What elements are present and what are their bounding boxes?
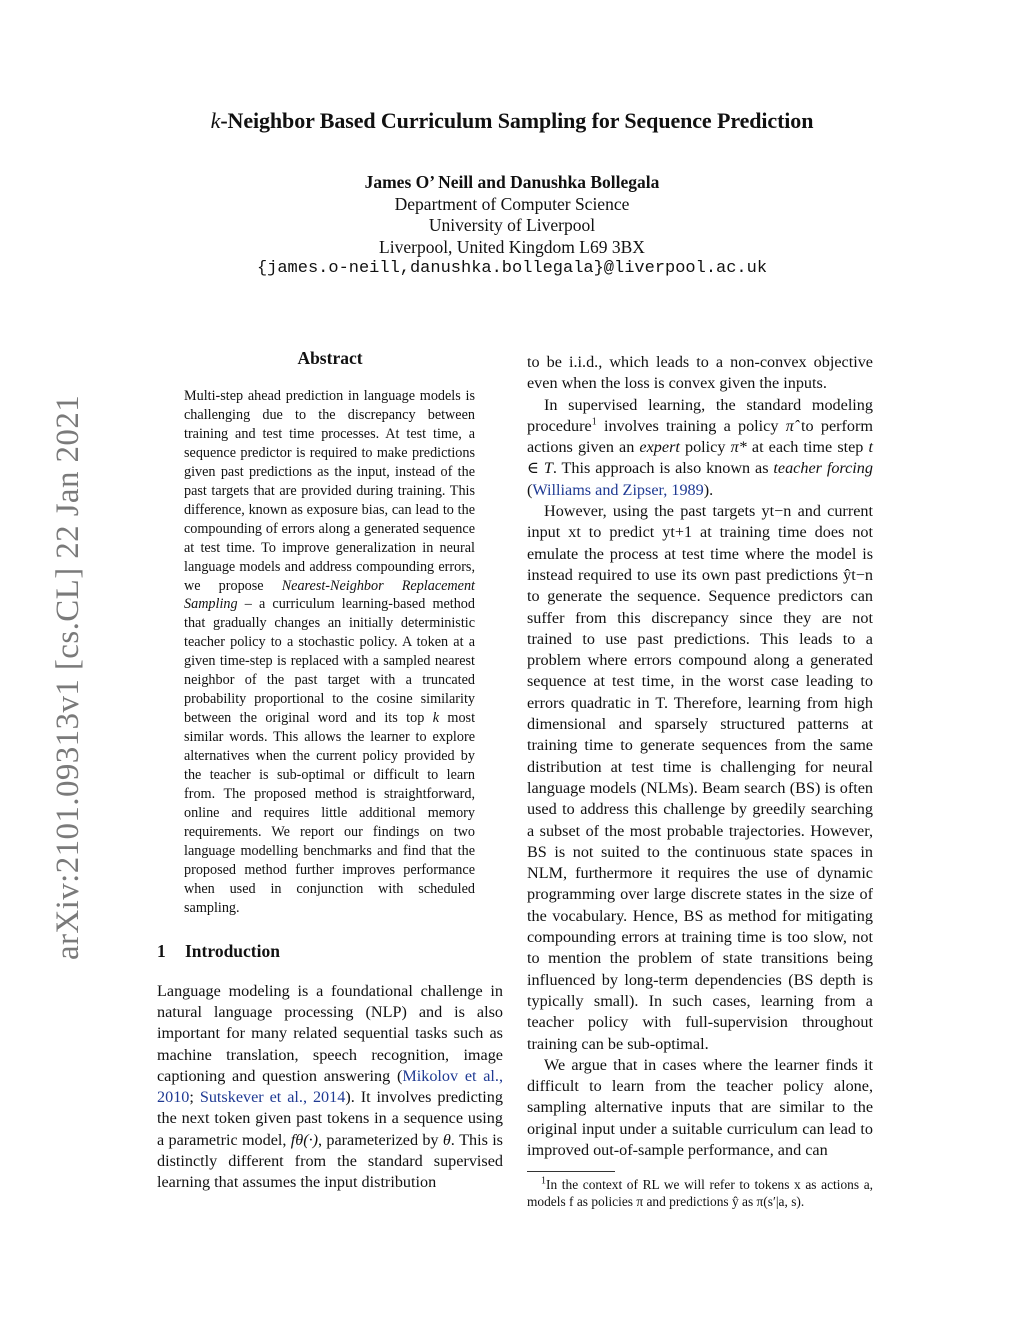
intro-paragraph: Language modeling is a foundational challenge in natural language processing (NLP) and is also important for many related sequential tasks such as machine translation, speech recognition, image captioning and question answering (Mikolov et al., 2010; Sutskever et al., 2014). It involves predicting the next token given past tokens in a sequence using a parametric model, fθ(·), parameterized by θ. This is distinctly different from the standard supervised learning that assumes the input distribution	[157, 981, 503, 1192]
paper-title	[0, 108, 1024, 134]
author-email: {james.o-neill,danushka.bollegala}@liverpool.ac.uk	[256, 259, 768, 278]
paragraph-argument: We argue that in cases where the learner finds it difficult to learn from the teacher policy alone, sampling alternative inputs that are similar to the original input under a suitable curriculum can lead to improved out-of-sample performance, and can	[527, 1055, 873, 1159]
footnote: $^1$In the context of RL we will refer to tokens x as actions a, models f as policies π and predictions ŷ as π(s′|a, s).	[527, 1175, 873, 1210]
left-column	[157, 348, 503, 1194]
abstract-text: Multi-step ahead prediction in language models is challenging due to the discrepancy between training and test time processes. At test time, a sequence predictor is required to make predictions given past predictions as the input, instead of the past targets that are provided during training. This difference, known as exposure bias, can lead to the compounding of errors along a generated sequence at test time. To improve generalization in neural language models and address compounding errors, we propose Nearest-Neighbor Replacement Sampling – a curriculum learning-based method that gradually changes an initially deterministic teacher policy to a stochastic policy. A token at a given time-step is replaced with a sampled nearest neighbor of the past target with a truncated probability proportional to the cosine similarity between the original word and its top k most similar words. This allows the learner to explore alternatives when the current policy provided by the teacher is sub-optimal or difficult to learn from. The proposed method is straightforward, online and requires little additional memory requirements. We report our findings on two language modelling benchmarks and find that the proposed method further improves performance when used in conjunction with scheduled sampling.	[184, 388, 476, 916]
affiliation-address: Liverpool, United Kingdom L69 3BX	[379, 236, 645, 257]
footnote-divider	[527, 1171, 615, 1172]
right-column	[527, 352, 873, 1210]
title-text: -Neighbor Based Curriculum Sampling for Sequence Prediction	[220, 108, 814, 133]
author-names: James O’ Neill and Danushka Bollegala	[364, 172, 660, 192]
affiliation-university: University of Liverpool	[428, 215, 596, 235]
author-block	[0, 172, 1024, 280]
citation-williams-zipser[interactable]: Williams and Zipser, 1989	[532, 480, 704, 499]
paragraph-exposure-bias: However, using the past targets yt−n and current input xt to predict yt+1 at training time does not emulate the process at test time where the model is instead required to use its own past predictions ŷt−n to generate the sequence. Sequence predictors can suffer from this discrepancy since they are not trained to use past predictions. This leads to a problem where errors compound along a generated sequence at test time, in the worst case leading to errors quadratic in T. Therefore, learning from high dimensional and sparsely structured patterns at training time to generate sequences from the same distribution at test time is challenging for neural language models (NLMs). Beam search (BS) is often used to address this challenge by greedily searching a subset of the most probable trajectories. However, BS is not suited to the continuous state spaces in NLM, furthermore it requires the use of dynamic programming over large discrete states in the size of the vocabulary. Hence, BS as method for mitigating compounding errors at training time is too slow, not to mention the problem of state transitions being influenced by long-term dependencies (BS depth is typically small). In such cases, learning from a teacher policy with full-supervision throughout training can be sub-optimal.	[527, 502, 873, 1053]
paragraph-continued: to be i.i.d., which leads to a non-convex objective even when the loss is convex given the inputs.	[527, 353, 873, 393]
arxiv-stamp: arXiv:2101.09313v1 [cs.CL] 22 Jan 2021	[50, 394, 86, 960]
citation-sutskever[interactable]: Sutskever et al., 2014	[199, 1088, 346, 1107]
footnote-marker: 1	[591, 416, 597, 428]
section-heading-introduction: 1 Introduction	[157, 940, 280, 961]
citation-mikolov[interactable]: Mikolov et al., 2010	[157, 1066, 503, 1107]
title-k: k	[210, 108, 221, 133]
abstract-heading: Abstract	[297, 348, 363, 368]
paragraph-supervised-learning: In supervised learning, the standard modeling procedure$^1$ involves training a policy π̂ to perform actions given an expert policy π* at each time step t ∈ T. This approach is also known as teacher forcing (Williams and Zipser, 1989).	[527, 395, 873, 499]
affiliation-dept: Department of Computer Science	[394, 193, 630, 214]
